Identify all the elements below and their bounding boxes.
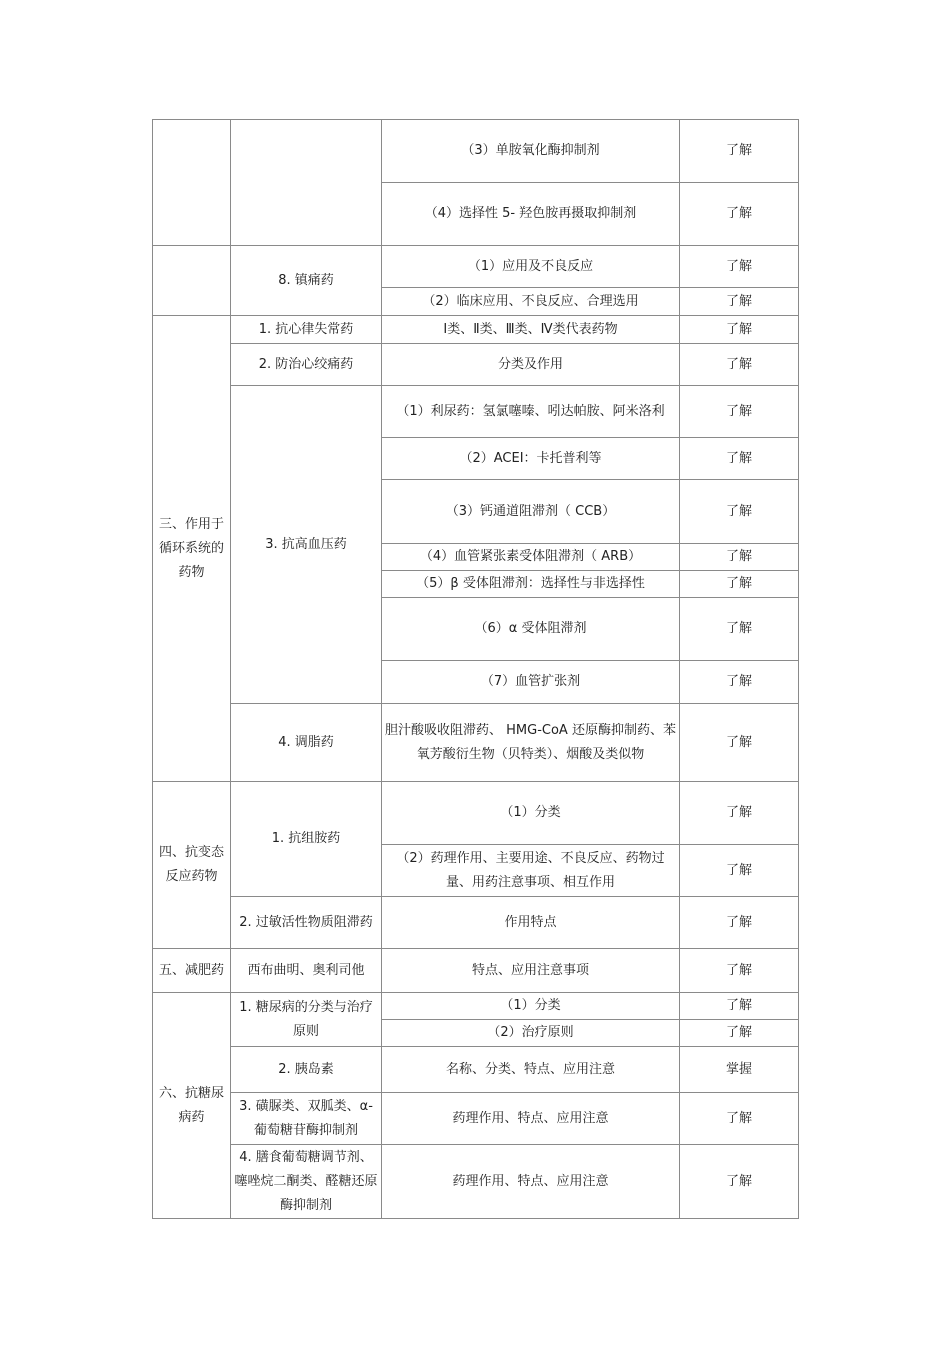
level-cell: 了解	[680, 949, 799, 993]
table-row	[153, 344, 799, 386]
content-cell: （1）分类	[382, 993, 680, 1020]
table-row	[153, 246, 799, 288]
content-cell: （2）ACEI：卡托普利等	[382, 438, 680, 480]
content-cell: （6）α 受体阻滞剂	[382, 598, 680, 661]
section-cell	[153, 246, 231, 316]
level-cell: 了解	[680, 845, 799, 897]
content-cell: （1）利尿药：氢氯噻嗪、吲达帕胺、阿米洛利	[382, 386, 680, 438]
level-cell: 了解	[680, 288, 799, 316]
topic-cell: 2. 防治心绞痛药	[231, 344, 382, 386]
content-cell: （1）应用及不良反应	[382, 246, 680, 288]
level-cell: 了解	[680, 598, 799, 661]
table-row	[153, 120, 799, 183]
content-cell: 分类及作用	[382, 344, 680, 386]
level-cell: 了解	[680, 120, 799, 183]
level-cell: 了解	[680, 897, 799, 949]
topic-cell: 3. 磺脲类、双胍类、α-葡萄糖苷酶抑制剂	[231, 1093, 382, 1145]
table-row	[153, 704, 799, 782]
topic-cell: 2. 过敏活性物质阻滞药	[231, 897, 382, 949]
topic-cell: 1. 抗组胺药	[231, 782, 382, 897]
content-cell: （1）分类	[382, 782, 680, 845]
section-cell: 五、减肥药	[153, 949, 231, 993]
level-cell: 了解	[680, 344, 799, 386]
content-cell: （4）血管紧张素受体阻滞剂（ ARB）	[382, 544, 680, 571]
content-cell: 名称、分类、特点、应用注意	[382, 1047, 680, 1093]
level-cell: 了解	[680, 1145, 799, 1219]
table-row	[153, 782, 799, 845]
level-cell: 掌握	[680, 1047, 799, 1093]
level-cell: 了解	[680, 661, 799, 704]
table-row	[153, 1145, 799, 1219]
table-row	[153, 1047, 799, 1093]
table-row	[153, 316, 799, 344]
content-cell: 作用特点	[382, 897, 680, 949]
section-cell	[153, 120, 231, 246]
topic-cell: 1. 糖尿病的分类与治疗原则	[231, 993, 382, 1047]
table-row	[153, 386, 799, 438]
topic-cell: 8. 镇痛药	[231, 246, 382, 316]
content-cell: （2）治疗原则	[382, 1020, 680, 1047]
level-cell: 了解	[680, 704, 799, 782]
table-row	[153, 993, 799, 1020]
topic-cell: 1. 抗心律失常药	[231, 316, 382, 344]
level-cell: 了解	[680, 544, 799, 571]
topic-cell: 4. 调脂药	[231, 704, 382, 782]
level-cell: 了解	[680, 386, 799, 438]
section-cell: 四、抗变态反应药物	[153, 782, 231, 949]
level-cell: 了解	[680, 571, 799, 598]
content-cell: 特点、应用注意事项	[382, 949, 680, 993]
content-cell: 药理作用、特点、应用注意	[382, 1093, 680, 1145]
content-cell: （2）临床应用、不良反应、合理选用	[382, 288, 680, 316]
content-cell: （4）选择性 5- 羟色胺再摄取抑制剂	[382, 183, 680, 246]
topic-cell: 2. 胰岛素	[231, 1047, 382, 1093]
level-cell: 了解	[680, 782, 799, 845]
section-cell: 六、抗糖尿病药	[153, 993, 231, 1219]
topic-cell: 3. 抗高血压药	[231, 386, 382, 704]
level-cell: 了解	[680, 316, 799, 344]
topic-cell: 4. 膳食葡萄糖调节剂、噻唑烷二酮类、醛糖还原酶抑制剂	[231, 1145, 382, 1219]
level-cell: 了解	[680, 1093, 799, 1145]
content-cell: 胆汁酸吸收阻滞药、 HMG-CoA 还原酶抑制药、苯氧芳酸衍生物（贝特类）、烟酸及类似物	[382, 704, 680, 782]
level-cell: 了解	[680, 1020, 799, 1047]
level-cell: 了解	[680, 480, 799, 544]
content-cell: （7）血管扩张剂	[382, 661, 680, 704]
level-cell: 了解	[680, 183, 799, 246]
level-cell: 了解	[680, 438, 799, 480]
content-cell: （5）β 受体阻滞剂：选择性与非选择性	[382, 571, 680, 598]
level-cell: 了解	[680, 993, 799, 1020]
table-row	[153, 949, 799, 993]
syllabus-table	[152, 119, 799, 1219]
content-cell: 药理作用、特点、应用注意	[382, 1145, 680, 1219]
content-cell: （2）药理作用、主要用途、不良反应、药物过量、用药注意事项、相互作用	[382, 845, 680, 897]
table-row	[153, 897, 799, 949]
content-cell: （3）钙通道阻滞剂（ CCB）	[382, 480, 680, 544]
level-cell: 了解	[680, 246, 799, 288]
topic-cell: 西布曲明、奥利司他	[231, 949, 382, 993]
topic-cell	[231, 120, 382, 246]
content-cell: Ⅰ类、Ⅱ类、Ⅲ类、Ⅳ类代表药物	[382, 316, 680, 344]
table-row	[153, 1093, 799, 1145]
content-cell: （3）单胺氧化酶抑制剂	[382, 120, 680, 183]
section-cell: 三、作用于循环系统的药物	[153, 316, 231, 782]
